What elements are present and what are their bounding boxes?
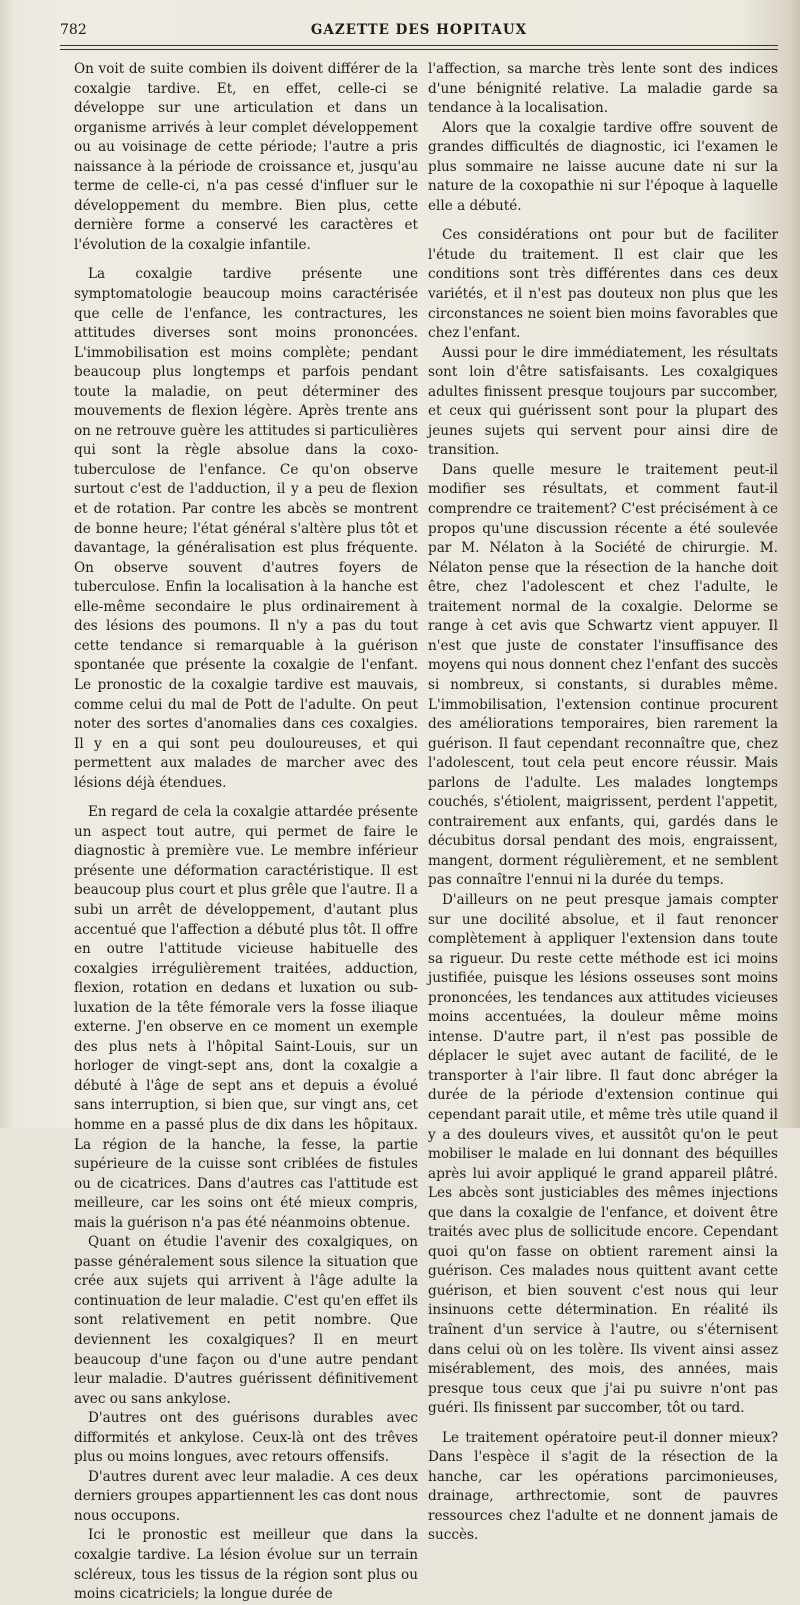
paragraph: On voit de suite combien ils doivent différer de la coxalgie tardive. Et, en effet, celle-ci se développe sur une articulation et dans un organisme arrivés à leur complet développement ou au voisinage de cette période; l'autre a pris naissance à la période de croissance et, jusqu'au terme de celle-ci, n'a pas cessé d'influer sur le développement du membre. Bien plus, cette dernière forme a conservé les caractères et l'évolution de la coxalgie infantile. bbox=[74, 61, 418, 253]
paragraph: La coxalgie tardive présente une symptomatologie beaucoup moins caractérisée que celle de l'enfance, les contractures, les attitudes diverses sont moins prononcées. L'immobilisation est moins complète; pendant beaucoup plus longtemps et parfois pendant toute la maladie, on peut déterminer des mouvements de flexion légère. Après trente ans on ne retrouve guère les attitudes si particulières qui sont la règle absolue dans la coxo-tuberculose de l'enfance. Ce qu'on observe surtout c'est de l'adduction, il y a peu de flexion et de rotation. Par contre les abcès se montrent de bonne heure; l'état général s'altère plus tôt et davantage, la généralisation est plus fréquente. On observe souvent d'autres foyers de tuberculose. Enfin la localisation à la hanche est elle-même secondaire le plus ordinairement à des lésions des poumons. Il n'y a pas du tout cette tendance si remarquable à la guérison spontanée que présente la coxalgie de l'enfant. Le pronostic de la coxalgie tardive est mauvais, comme celui du mal de Pott de l'adulte. On peut noter des sortes d'anomalies dans ces coxalgies. Il y en a qui sont peu douloureuses, et qui permettent aux malades de marcher avec des lésions déjà étendues. bbox=[74, 266, 418, 791]
left-column bbox=[74, 60, 418, 1605]
header-rule bbox=[60, 45, 778, 46]
paragraph: Alors que la coxalgie tardive offre souvent de grandes difficultés de diagnostic, ici l'examen le plus sommaire ne laisse aucune date ni sur la nature de la coxopathie ni sur l'époque à laquelle elle a débuté. bbox=[428, 119, 778, 214]
paragraph: D'ailleurs on ne peut presque jamais compter sur une docilité absolue, et il faut renoncer complètement à appliquer l'extension dans toute sa rigueur. Du reste cette méthode est ici moins justifiée, puisque les lésions osseuses sont moins prononcées, les tendances aux attitudes vicieuses moins accentuées, la douleur même moins intense. D'autre part, il n'est pas possible de déplacer le sujet avec autant de facilité, de le transporter à l'air libre. Il faut donc abréger la durée de la période d'extension continue qui cependant parait utile, et même très utile quand il y a des douleurs vives, et aussitôt qu'on le peut mobiliser le malade en lui donnant des béquilles après lui avoir appliqué le grand appareil plâtré. Les abcès sont justiciables des mêmes injections que dans la coxalgie de l'enfance, et doivent être traités avec plus de sollicitude encore. Cependant quoi qu'on fasse on obtient rarement ainsi la guérison. Ces malades nous quittent avant cette guérison, et bien souvent c'est nous qui leur insinuons cette détermination. En réalité ils traînent d'un service à l'autre, ou s'éternisent dans celui où on les tolère. Ils vivent ainsi assez misérablement, des mois, des années, mais presque tous ceux que j'ai pu suivre n'ont pas guéri. Ils finissent par succomber, tôt ou tard. bbox=[428, 891, 778, 1417]
paragraph: l'affection, sa marche très lente sont des indices d'une bénignité relative. La maladie garde sa tendance à la localisation. bbox=[428, 61, 778, 117]
paragraph: Dans quelle mesure le traitement peut-il modifier ses résultats, et comment faut-il comprendre ce traitement? C'est précisément à ce propos qu'une discussion récente a été soulevée par M. Nélaton à la Société de chirurgie. M. Nélaton pense que la résection de la hanche doit être, chez l'adolescent et chez l'adulte, le traitement normal de la coxalgie. Delorme se range à cet avis que Schwartz vient appuyer. Il n'est que juste de constater l'insuffisance des moyens qui nous donnent chez l'enfant des succès si nombreux, si constants, si durables même. L'immobilisation, l'extension continue procurent des améliorations temporaires, bien rarement la guérison. Il faut cependant reconnaître que, chez l'adolescent, tout cela peut encore réussir. Mais parlons de l'adulte. Les malades longtemps couchés, s'étiolent, maigrissent, perdent l'appetit, contrairement aux enfants, qui, gardés dans le décubitus dorsal pendant des mois, engraissent, mangent, dorment régulièrement, et ne semblent pas connaître l'ennui ni la durée du temps. bbox=[428, 461, 778, 889]
paragraph: Aussi pour le dire immédiatement, les résultats sont loin d'être satisfaisants. Les coxalgiques adultes finissent presque toujours par succomber, et ceux qui guérissent sont pour la plupart des jeunes sujets qui servent pour ainsi dire de transition. bbox=[428, 344, 778, 459]
page-header bbox=[60, 22, 778, 42]
right-column bbox=[428, 60, 778, 1546]
paragraph: Quant on étudie l'avenir des coxalgiques, on passe généralement sous silence la situation que crée aux sujets qui arrivent à l'âge adulte la continuation de leur maladie. C'est qu'en effet ils sont relativement en petit nombre. Que deviennent les coxalgiques? Il en meurt beaucoup d'une façon ou d'une autre pendant leur maladie. D'autres guérissent définitivement avec ou sans ankylose. bbox=[74, 1234, 418, 1407]
paragraph: Ces considérations ont pour but de faciliter l'étude du traitement. Il est clair que les conditions sont très différentes dans ces deux variétés, et il n'est pas douteux non plus que les circonstances ne soient bien moins favorables que chez l'enfant. bbox=[428, 227, 778, 342]
paragraph: D'autres ont des guérisons durables avec difformités et ankylose. Ceux-là ont des trêves plus ou moins longues, avec retours offensifs. bbox=[74, 1410, 418, 1466]
paragraph: Ici le pronostic est meilleur que dans la coxalgie tardive. La lésion évolue sur un terrain scléreux, tous les tissus de la région sont plus ou moins cicatriciels; la longue durée de bbox=[74, 1527, 418, 1603]
paragraph: D'autres durent avec leur maladie. A ces deux derniers groupes appartiennent les cas dont nous nous occupons. bbox=[74, 1468, 418, 1524]
paragraph: Le traitement opératoire peut-il donner mieux? Dans l'espèce il s'agit de la résection de la hanche, car les opérations parcimonieuses, drainage, arthrectomie, sont de pauvres ressources chez l'adulte et ne donnent jamais de succès. bbox=[428, 1429, 778, 1544]
paragraph: En regard de cela la coxalgie attardée présente un aspect tout autre, qui permet de faire le diagnostic à première vue. Le membre inférieur présente une déformation caractéristique. Il est beaucoup plus court et plus grêle que l'autre. Il a subi un arrêt de développement, d'autant plus accentué que l'affection a débuté plus tôt. Il offre en outre l'attitude vicieuse habituelle des coxalgies irrégulièrement traitées, adduction, flexion, rotation en dedans et luxation ou sub-luxation de la tête fémorale vers la fosse iliaque externe. J'en observe en ce moment un exemple des plus nets à l'hôpital Saint-Louis, sur un horloger de vingt-sept ans, dont la coxalgie a débuté à l'âge de sept ans et depuis a évolué sans interruption, si bien que, sur vingt ans, cet homme en a passé plus de dix dans les hôpitaux. La région de la hanche, la fesse, la partie supérieure de la cuisse sont criblées de fistules ou de cicatrices. Dans d'autres cas l'attitude est meilleure, car les soins ont été mieux compris, mais la guérison n'a pas été néanmoins obtenue. bbox=[74, 804, 418, 1231]
header-rule-thin bbox=[60, 49, 778, 50]
journal-title: GAZETTE DES HOPITAUX bbox=[310, 22, 528, 38]
page-number: 782 bbox=[60, 22, 87, 38]
